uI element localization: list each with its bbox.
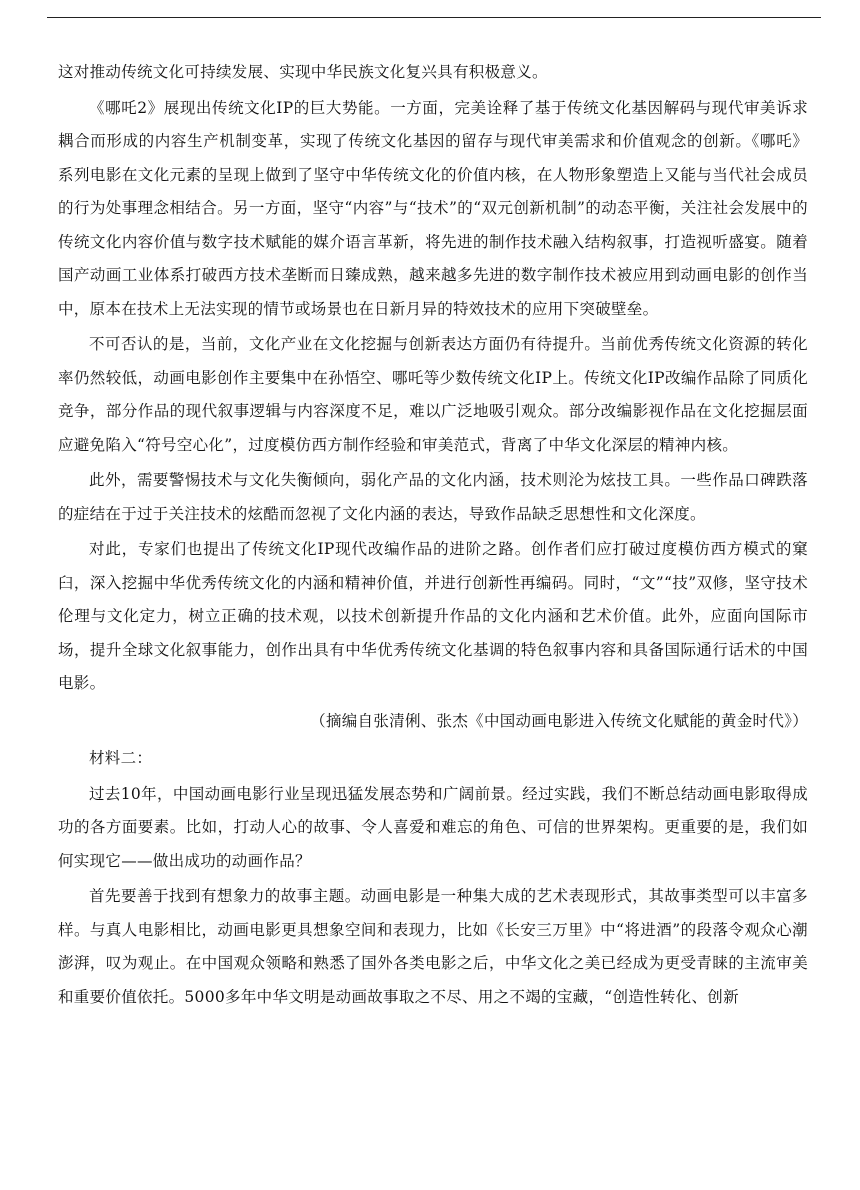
header-rule: [47, 17, 821, 18]
source-citation: （摘编自张清俐、张杰《中国动画电影进入传统文化赋能的黄金时代》）: [310, 711, 808, 730]
paragraph-1: 这对推动传统文化可持续发展、实现中华民族文化复兴具有积极意义。: [58, 63, 548, 81]
material-label: 材料二：: [89, 749, 153, 767]
document-body: [58, 56, 808, 1016]
paragraph-5: 对此，专家们也提出了传统文化IP现代改编作品的进阶之路。创作者们应打破过度模仿西方模式的窠臼，深入挖掘中华优秀传统文化的内涵和精神价值，并进行创新性再编码。同时，“文”“技”双修，坚守技术伦理与文化定力，树立正确的技术观，以技术创新提升作品的文化内涵和艺术价值。此外，应面向国际市场，提升全球文化叙事能力，创作出具有中华优秀传统文化基调的特色叙事内容和具备国际通行话术的中国电影。: [58, 540, 808, 692]
paragraph-7: 首先要善于找到有想象力的故事主题。动画电影是一种集大成的艺术表现形式，其故事类型可以丰富多样。与真人电影相比，动画电影更具想象空间和表现力，比如《长安三万里》中“将进酒”的段落令观众心潮澎湃，叹为观止。在中国观众领略和熟悉了国外各类电影之后，中华文化之美已经成为更受青睐的主流审美和重要价值依托。5000多年中华文明是动画故事取之不尽、用之不竭的宝藏，“创造性转化、创新: [58, 887, 808, 1006]
paragraph-4: 此外，需要警惕技术与文化失衡倾向，弱化产品的文化内涵，技术则沦为炫技工具。一些作品口碑跌落的症结在于过于关注技术的炫酷而忽视了文化内涵的表达，导致作品缺乏思想性和文化深度。: [58, 471, 808, 523]
paragraph-2: 《哪吒2》展现出传统文化IP的巨大势能。一方面，完美诠释了基于传统文化基因解码与现代审美诉求耦合而形成的内容生产机制变革，实现了传统文化基因的留存与现代审美需求和价值观念的创新。《哪吒》系列电影在文化元素的呈现上做到了坚守中华传统文化的价值内核，在人物形象塑造上又能与当代社会成员的行为处事理念相结合。另一方面，坚守“内容”与“技术”的“双元创新机制”的动态平衡，关注社会发展中的传统文化内容价值与数字技术赋能的媒介语言革新，将先进的制作技术融入结构叙事，打造视听盛宴。随着国产动画工业体系打破西方技术垄断而日臻成熟，越来越多先进的数字制作技术被应用到动画电影的创作当中，原本在技术上无法实现的情节或场景也在日新月异的特效技术的应用下突破壁垒。: [58, 98, 808, 318]
paragraph-6: 过去10年，中国动画电影行业呈现迅猛发展态势和广阔前景。经过实践，我们不断总结动画电影取得成功的各方面要素。比如，打动人心的故事、令人喜爱和难忘的角色、可信的世界架构。更重要的是，我们如何实现它——做出成功的动画作品？: [58, 784, 808, 870]
paragraph-3: 不可否认的是，当前，文化产业在文化挖掘与创新表达方面仍有待提升。当前优秀传统文化资源的转化率仍然较低，动画电影创作主要集中在孙悟空、哪吒等少数传统文化IP上。传统文化IP改编作品除了同质化竞争，部分作品的现代叙事逻辑与内容深度不足，难以广泛地吸引观众。部分改编影视作品在文化挖掘层面应避免陷入“符号空心化”，过度模仿西方制作经验和审美范式，背离了中华文化深层的精神内核。: [58, 335, 808, 454]
